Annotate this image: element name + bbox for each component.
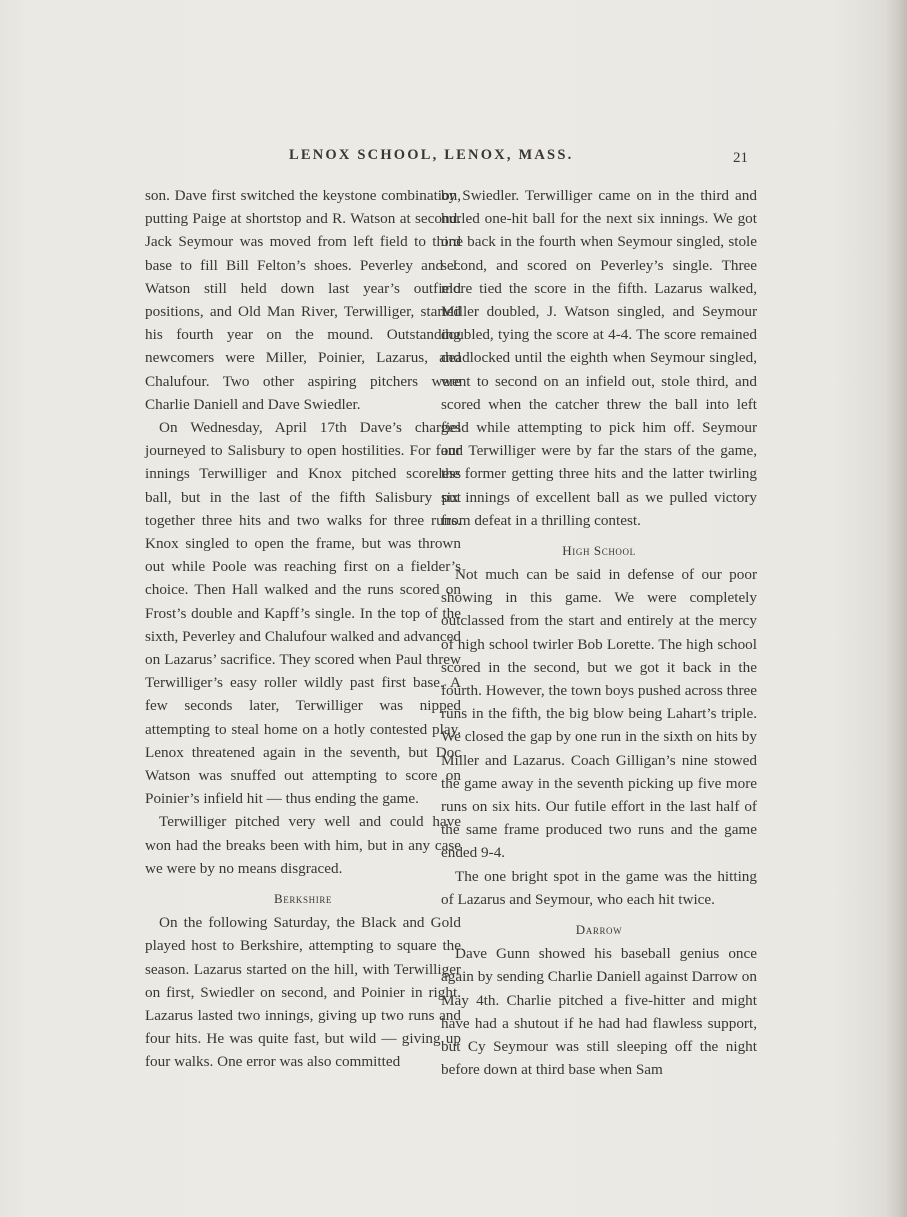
page-edge-shadow	[885, 0, 907, 1217]
right-paragraph-3: The one bright spot in the game was the hitting of Lazarus and Seymour, who each hit twice.	[441, 867, 757, 908]
left-paragraph-1: son. Dave first switched the keystone combination, putting Paige at shortstop and R. Watson at second. Jack Seymour was moved from left field to third base to fill Bill Felton’s shoes. Peverley and J. Watson still held down last year’s outfield positions, and Old Man River, Terwilliger, started his fourth year on the mound. Outstanding newcomers were Miller, Poinier, Lazarus, and Chalufour. Two other aspiring pitchers were Charlie Daniell and Dave Swiedler.	[145, 187, 461, 413]
right-column	[441, 184, 757, 1081]
left-paragraph-3: Terwilliger pitched very well and could have won had the breaks been with him, but in any case we were by no means disgraced.	[145, 813, 461, 877]
left-paragraph-2: On Wednesday, April 17th Dave’s charges journeyed to Salisbury to open hostilities. For four innings Terwilliger and Knox pitched scoreless ball, but in the last of the fifth Salisbury put together three hits and two walks for three runs. Knox singled to open the frame, but was thrown out while Poole was reaching first on a fielder’s choice. Then Hall walked and the runs scored on Frost’s double and Kapff’s single. In the top of the sixth, Peverley and Chalufour walked and advanced on Lazarus’ sacrifice. They scored when Paul threw Terwilliger’s easy roller wildly past first base. A few seconds later, Terwilliger was nipped attempting to steal home on a hotly contested play. Lenox threatened again in the seventh, but Doc Watson was snuffed out attempting to score on Poinier’s infield hit — thus ending the game.	[145, 419, 461, 808]
section-heading-high-school: High School	[562, 543, 636, 559]
right-paragraph-2: Not much can be said in defense of our poor showing in this game. We were completely outclassed from the start and entirely at the mercy of high school twirler Bob Lorette. The high school scored in the second, but we got it back in the fourth. However, the town boys pushed across three runs in the fifth, the big blow being Lahart’s triple. We closed the gap by one run in the sixth on hits by Miller and Lazarus. Coach Gilligan’s nine stowed the game away in the seventh picking up five more runs on six hits. Our futile effort in the last half of the same frame produced two runs and the game ended 9-4.	[441, 566, 757, 862]
running-header: LENOX SCHOOL, LENOX, MASS.	[289, 147, 574, 163]
left-paragraph-4: On the following Saturday, the Black and Gold played host to Berkshire, attempting to square the season. Lazarus started on the hill, with Terwilliger on first, Swiedler on second, and Poinier in right. Lazarus lasted two innings, giving up two runs and four hits. He was quite fast, but wild — giving up four walks. One error was also committed	[145, 914, 461, 1071]
section-heading-berkshire: Berkshire	[273, 891, 333, 907]
right-paragraph-1: by Swiedler. Terwilliger came on in the third and hurled one-hit ball for the next six innings. We got one back in the fourth when Seymour singled, stole second, and scored on Peverley’s single. Three more tied the score in the fifth. Lazarus walked, Miller doubled, J. Watson singled, and Seymour doubled, tying the score at 4-4. The score remained deadlocked until the eighth when Seymour singled, went to second on an infield out, stole third, and scored when the catcher threw the ball into left field while attempting to pick him off. Seymour and Terwilliger were by far the stars of the game, the former getting three hits and the latter twirling six innings of excellent ball as we pulled victory from defeat in a thrilling contest.	[441, 187, 757, 529]
page-number: 21	[733, 150, 748, 166]
left-column	[145, 184, 461, 1074]
right-paragraph-4: Dave Gunn showed his baseball genius once again by sending Charlie Daniell against Darrow on May 4th. Charlie pitched a five-hitter and might have had a shutout if he had had flawless support, but Cy Seymour was still sleeping off the night before down at third base when Sam	[441, 945, 757, 1079]
section-heading-darrow: Darrow	[575, 922, 623, 938]
